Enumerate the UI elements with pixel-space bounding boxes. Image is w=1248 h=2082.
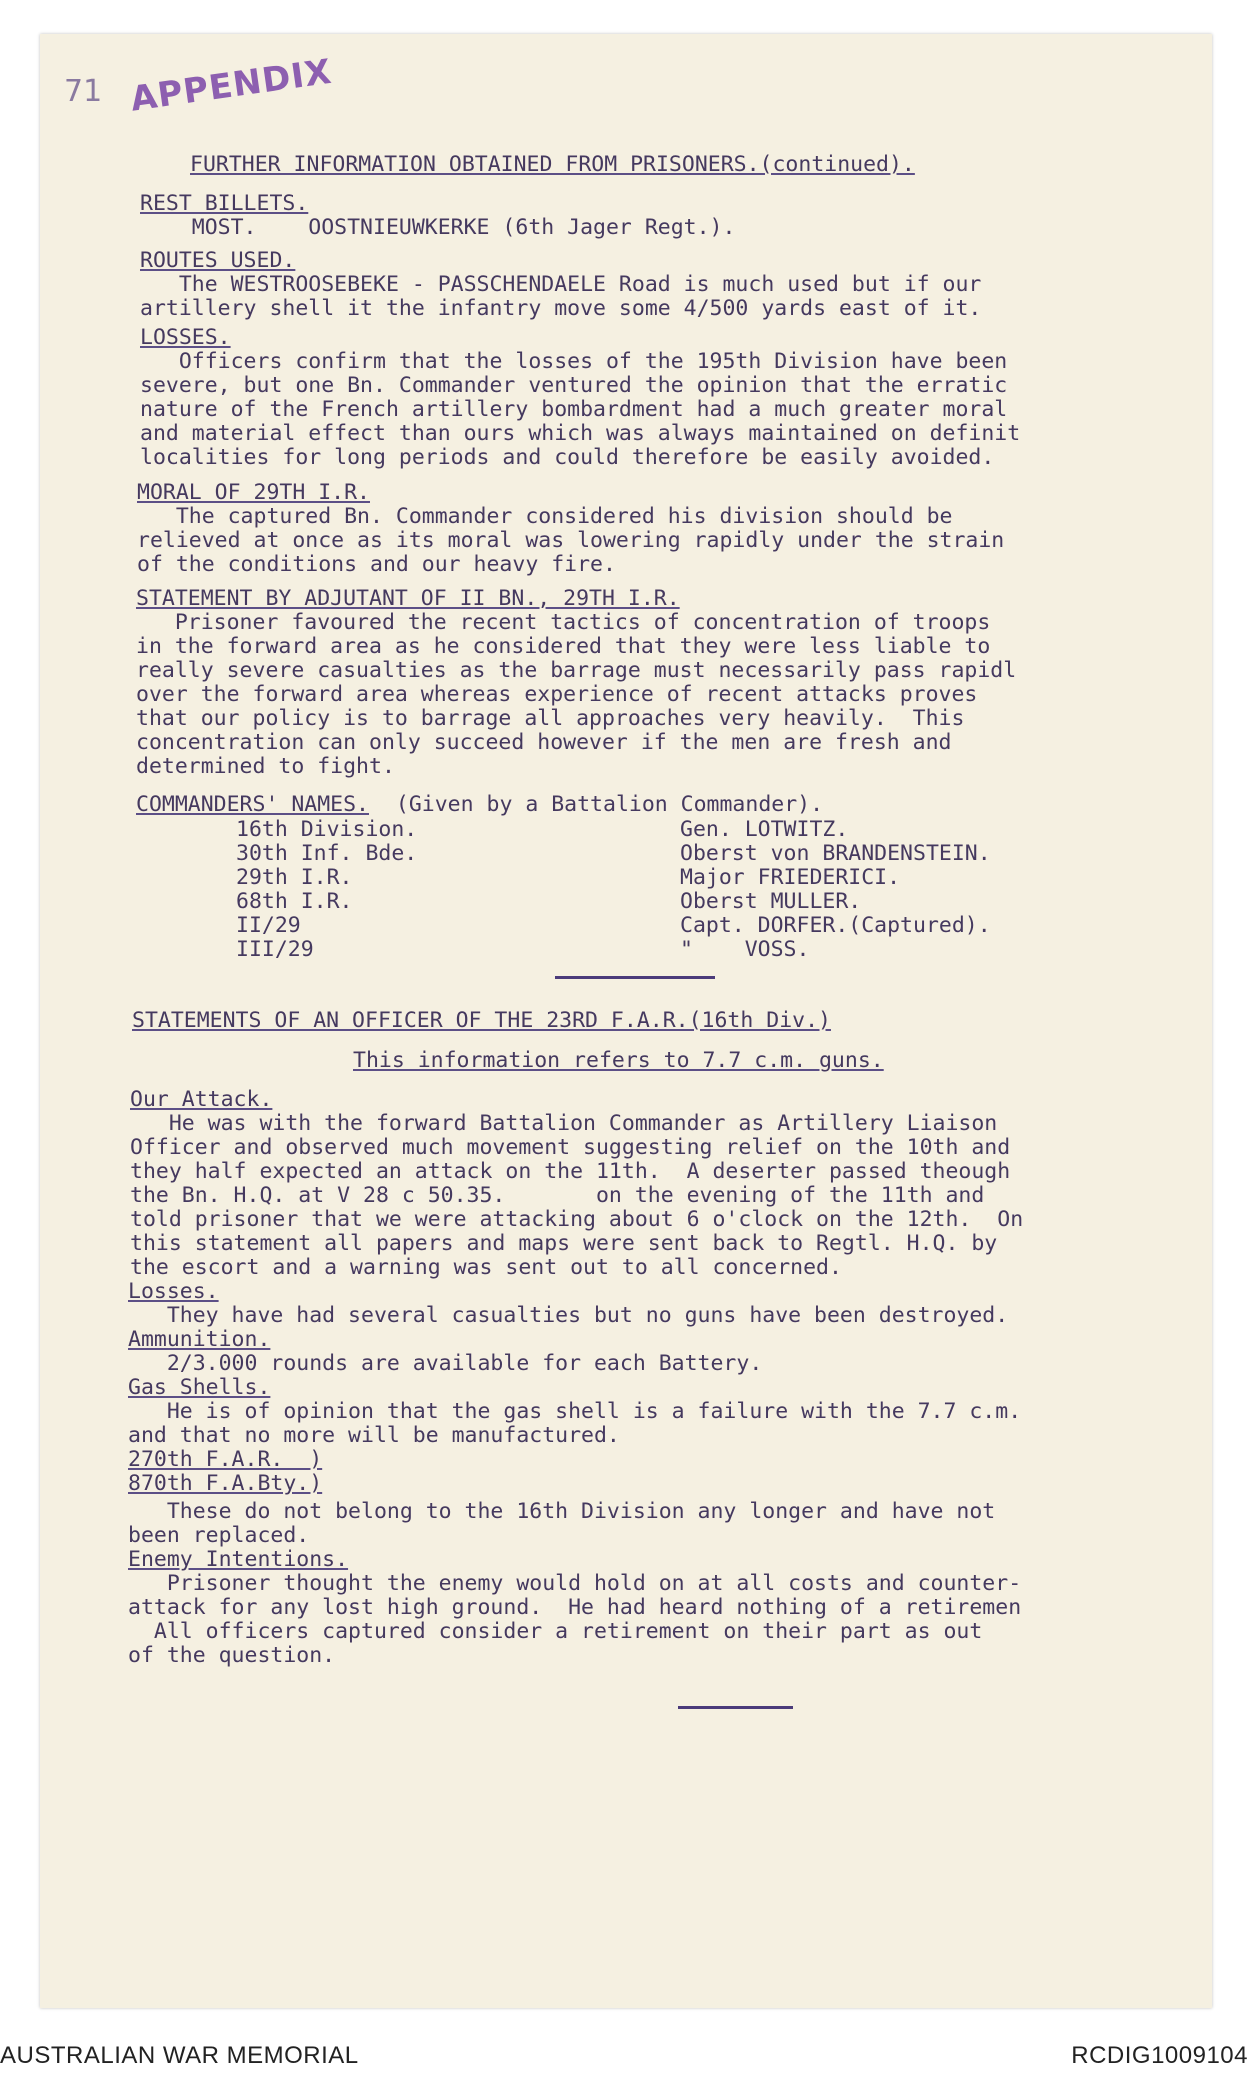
commander-unit: 30th Inf. Bde. — [236, 841, 418, 866]
attack-line: Officer and observed much movement suggesting relief on the 10th and — [130, 1135, 1011, 1160]
commander-name: " VOSS. — [680, 937, 810, 962]
commander-unit: III/29 — [236, 937, 314, 962]
appendix-stamp: APPENDIX — [128, 51, 335, 120]
commander-name: Capt. DORFER.(Captured). — [680, 913, 991, 938]
units-line: been replaced. — [128, 1523, 310, 1548]
commander-unit: 16th Division. — [236, 817, 418, 842]
gas-shells-heading: Gas Shells. — [128, 1375, 271, 1400]
attack-heading: Our Attack. — [130, 1087, 273, 1112]
attack-line: told prisoner that we were attacking about 6 o'clock on the 12th. On — [130, 1207, 1024, 1232]
moral-line: The captured Bn. Commander considered his division should be — [137, 504, 953, 529]
routes-line: artillery shell it the infantry move some 4/500 yards east of it. — [140, 296, 982, 321]
adjutant-line: Prisoner favoured the recent tactics of concentration of troops — [136, 610, 991, 635]
officer-heading: STATEMENTS OF AN OFFICER OF THE 23RD F.A.R.(16th Div.) — [132, 1008, 831, 1033]
routes-line: The WESTROOSEBEKE - PASSCHENDAELE Road is much used but if our — [140, 272, 982, 297]
moral-line: of the conditions and our heavy fire. — [137, 552, 616, 577]
losses-subline: They have had several casualties but no guns have been destroyed. — [128, 1303, 1009, 1328]
units-line: These do not belong to the 16th Division any longer and have not — [128, 1499, 996, 1524]
losses-line: and material effect than ours which was always maintained on definit — [140, 421, 1021, 446]
rest-billets-heading: REST BILLETS. — [140, 191, 309, 216]
losses-line: localities for long periods and could therefore be easily avoided. — [140, 445, 995, 470]
attack-line: the escort and a warning was sent out to all concerned. — [130, 1255, 842, 1280]
adjutant-line: concentration can only succeed however if the men are fresh and — [136, 730, 952, 755]
commanders-heading: COMMANDERS' NAMES. — [136, 792, 369, 817]
attack-line: the Bn. H.Q. at V 28 c 50.35. on the evening of the 11th and — [130, 1183, 985, 1208]
adjutant-line: determined to fight. — [136, 754, 395, 779]
adjutant-line: that our policy is to barrage all approaches very heavily. This — [136, 706, 965, 731]
attack-line: He was with the forward Battalion Commander as Artillery Liaison — [130, 1111, 998, 1136]
adjutant-line: over the forward area whereas experience of recent attacks proves — [136, 682, 978, 707]
unit-label: 870th F.A.Bty.) — [128, 1471, 323, 1496]
enemy-intentions-line: of the question. — [128, 1643, 336, 1668]
enemy-intentions-line: attack for any lost high ground. He had heard nothing of a retiremen — [128, 1595, 1022, 1620]
commander-unit: 68th I.R. — [236, 889, 353, 914]
losses-subheading: Losses. — [128, 1279, 219, 1304]
unit-label: 270th F.A.R. ) — [128, 1447, 323, 1472]
routes-heading: ROUTES USED. — [140, 248, 296, 273]
officer-subheading: This information refers to 7.7 c.m. guns. — [353, 1048, 884, 1073]
enemy-intentions-line: Prisoner thought the enemy would hold on at all costs and counter- — [128, 1571, 1022, 1596]
commander-name: Gen. LOTWITZ. — [680, 817, 849, 842]
footer-institution: AUSTRALIAN WAR MEMORIAL — [0, 2042, 359, 2069]
gas-shells-line: and that no more will be manufactured. — [128, 1423, 620, 1448]
attack-line: they half expected an attack on the 11th. A deserter passed theough — [130, 1159, 1011, 1184]
section-divider — [555, 976, 715, 979]
adjutant-heading: STATEMENT BY ADJUTANT OF II BN., 29TH I.R. — [136, 586, 680, 611]
moral-heading: MORAL OF 29TH I.R. — [137, 480, 370, 505]
document-title: FURTHER INFORMATION OBTAINED FROM PRISONERS.(continued). — [190, 152, 915, 177]
enemy-intentions-line: All officers captured consider a retirement on their part as out — [128, 1619, 983, 1644]
commander-name: Major FRIEDERICI. — [680, 865, 901, 890]
attack-line: this statement all papers and maps were sent back to Regtl. H.Q. by — [130, 1231, 998, 1256]
moral-line: relieved at once as its moral was lowering rapidly under the strain — [137, 528, 1005, 553]
losses-line: severe, but one Bn. Commander ventured the opinion that the erratic — [140, 373, 1008, 398]
commander-name: Oberst von BRANDENSTEIN. — [680, 841, 991, 866]
footer-identifier: RCDIG1009104 — [1071, 2042, 1248, 2069]
commander-name: Oberst MULLER. — [680, 889, 862, 914]
adjutant-line: really severe casualties as the barrage must necessarily pass rapidl — [136, 658, 1017, 683]
gas-shells-line: He is of opinion that the gas shell is a failure with the 7.7 c.m. — [128, 1399, 1022, 1424]
commander-unit: 29th I.R. — [236, 865, 353, 890]
commanders-note: (Given by a Battalion Commander). — [370, 792, 824, 817]
document-page — [40, 34, 1212, 2008]
adjutant-line: in the forward area as he considered that they were less liable to — [136, 634, 991, 659]
end-divider — [678, 1706, 793, 1709]
page-number-stamp: 71 — [64, 74, 103, 109]
ammunition-heading: Ammunition. — [128, 1327, 271, 1352]
losses-heading: LOSSES. — [140, 325, 231, 350]
enemy-intentions-heading: Enemy Intentions. — [128, 1547, 349, 1572]
losses-line: nature of the French artillery bombardment had a much greater moral — [140, 397, 1008, 422]
ammunition-line: 2/3.000 rounds are available for each Battery. — [128, 1351, 763, 1376]
rest-billets-text: MOST. OOSTNIEUWKERKE (6th Jager Regt.). — [140, 215, 736, 240]
losses-line: Officers confirm that the losses of the 195th Division have been — [140, 349, 1008, 374]
commander-unit: II/29 — [236, 913, 301, 938]
